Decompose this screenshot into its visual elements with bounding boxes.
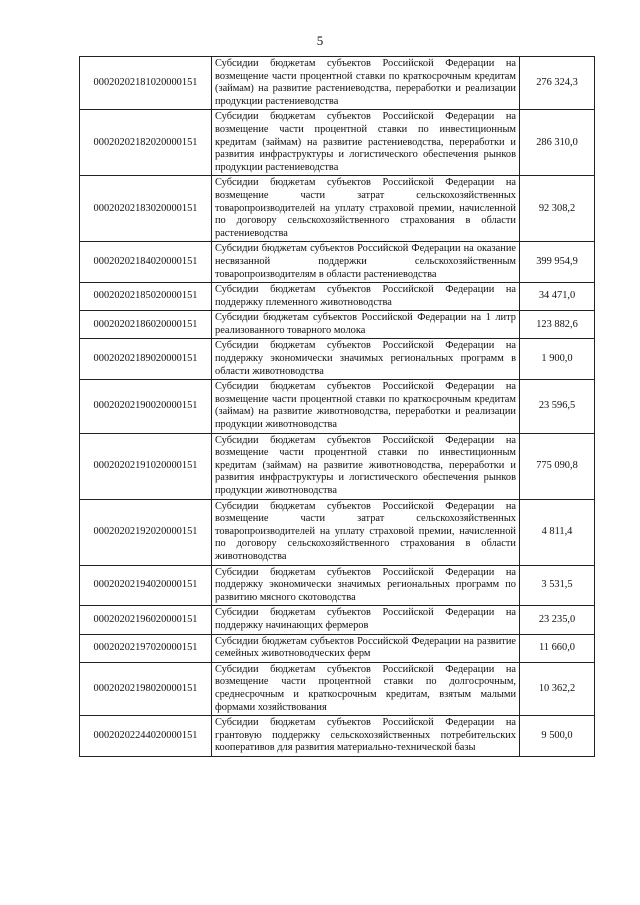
description-cell: Субсидии бюджетам субъектов Российской Федерации на поддержку экономически значимых региональных программ по развитию мясного скотоводства bbox=[212, 565, 520, 606]
amount-cell: 92 308,2 bbox=[520, 176, 595, 242]
table-row bbox=[80, 499, 595, 565]
description-cell: Субсидии бюджетам субъектов Российской Федерации на возмещение части затрат сельскохозяйственных товаропроизводителей на уплату страховой премии, начисленной по договору сельскохозяйственного страхования в области животноводства bbox=[212, 499, 520, 565]
code-cell: 00020202194020000151 bbox=[80, 565, 212, 606]
description-cell: Субсидии бюджетам субъектов Российской Федерации на поддержку начинающих фермеров bbox=[212, 606, 520, 634]
table-row bbox=[80, 339, 595, 380]
description-cell: Субсидии бюджетам субъектов Российской Федерации на 1 литр реализованного товарного молока bbox=[212, 311, 520, 339]
code-cell: 00020202185020000151 bbox=[80, 283, 212, 311]
amount-cell: 23 596,5 bbox=[520, 380, 595, 433]
code-cell: 00020202197020000151 bbox=[80, 634, 212, 662]
table-row bbox=[80, 662, 595, 715]
code-cell: 00020202192020000151 bbox=[80, 499, 212, 565]
code-cell: 00020202196020000151 bbox=[80, 606, 212, 634]
code-cell: 00020202190020000151 bbox=[80, 380, 212, 433]
table-row bbox=[80, 606, 595, 634]
description-cell: Субсидии бюджетам субъектов Российской Федерации на поддержку экономически значимых региональных программ в области животноводства bbox=[212, 339, 520, 380]
amount-cell: 1 900,0 bbox=[520, 339, 595, 380]
amount-cell: 399 954,9 bbox=[520, 242, 595, 283]
description-cell: Субсидии бюджетам субъектов Российской Федерации на оказание несвязанной поддержки сельскохозяйственным товаропроизводителям в области растениеводства bbox=[212, 242, 520, 283]
description-cell: Субсидии бюджетам субъектов Российской Федерации на грантовую поддержку сельскохозяйственных потребительских кооперативов для развития материально-технической базы bbox=[212, 716, 520, 757]
amount-cell: 4 811,4 bbox=[520, 499, 595, 565]
amount-cell: 276 324,3 bbox=[520, 57, 595, 110]
budget-table-body bbox=[80, 57, 595, 757]
amount-cell: 10 362,2 bbox=[520, 662, 595, 715]
description-cell: Субсидии бюджетам субъектов Российской Федерации на возмещение части затрат сельскохозяйственных товаропроизводителей на уплату страховой премии, начисленной по договору сельскохозяйственного страхования в области растениеводства bbox=[212, 176, 520, 242]
code-cell: 00020202189020000151 bbox=[80, 339, 212, 380]
amount-cell: 34 471,0 bbox=[520, 283, 595, 311]
description-cell: Субсидии бюджетам субъектов Российской Федерации на возмещение части процентной ставки по краткосрочным кредитам (займам) на развитие растениеводства, переработки и реализации продукции растениеводства bbox=[212, 57, 520, 110]
description-cell: Субсидии бюджетам субъектов Российской Федерации на возмещение части процентной ставки по инвестиционным кредитам (займам) на развитие животноводства, переработки и развития инфраструктуры и логистического обеспечения рынков продукции животноводства bbox=[212, 433, 520, 499]
amount-cell: 3 531,5 bbox=[520, 565, 595, 606]
table-row bbox=[80, 380, 595, 433]
page-number: 5 bbox=[316, 33, 324, 48]
code-cell: 00020202186020000151 bbox=[80, 311, 212, 339]
code-cell: 00020202244020000151 bbox=[80, 716, 212, 757]
table-row bbox=[80, 110, 595, 176]
description-cell: Субсидии бюджетам субъектов Российской Федерации на возмещение части процентной ставки по инвестиционным кредитам (займам) на развитие растениеводства, переработки и развития инфраструктуры и логистического обеспечения рынков продукции растениеводства bbox=[212, 110, 520, 176]
table-row bbox=[80, 176, 595, 242]
table-row bbox=[80, 565, 595, 606]
code-cell: 00020202191020000151 bbox=[80, 433, 212, 499]
code-cell: 00020202184020000151 bbox=[80, 242, 212, 283]
table-row bbox=[80, 242, 595, 283]
table-row bbox=[80, 57, 595, 110]
amount-cell: 775 090,8 bbox=[520, 433, 595, 499]
table-row bbox=[80, 716, 595, 757]
description-cell: Субсидии бюджетам субъектов Российской Федерации на развитие семейных животноводческих ферм bbox=[212, 634, 520, 662]
code-cell: 00020202198020000151 bbox=[80, 662, 212, 715]
table-row bbox=[80, 311, 595, 339]
description-cell: Субсидии бюджетам субъектов Российской Федерации на возмещение части процентной ставки по долгосрочным, среднесрочным и краткосрочным кредитам, взятым малыми формами хозяйствования bbox=[212, 662, 520, 715]
table-row bbox=[80, 634, 595, 662]
code-cell: 00020202182020000151 bbox=[80, 110, 212, 176]
amount-cell: 123 882,6 bbox=[520, 311, 595, 339]
amount-cell: 11 660,0 bbox=[520, 634, 595, 662]
code-cell: 00020202181020000151 bbox=[80, 57, 212, 110]
code-cell: 00020202183020000151 bbox=[80, 176, 212, 242]
table-row bbox=[80, 283, 595, 311]
amount-cell: 286 310,0 bbox=[520, 110, 595, 176]
amount-cell: 23 235,0 bbox=[520, 606, 595, 634]
description-cell: Субсидии бюджетам субъектов Российской Федерации на возмещение части процентной ставки по краткосрочным кредитам (займам) на развитие животноводства, переработки и реализации продукции животноводства bbox=[212, 380, 520, 433]
budget-table bbox=[79, 56, 595, 757]
amount-cell: 9 500,0 bbox=[520, 716, 595, 757]
description-cell: Субсидии бюджетам субъектов Российской Федерации на поддержку племенного животноводства bbox=[212, 283, 520, 311]
table-row bbox=[80, 433, 595, 499]
